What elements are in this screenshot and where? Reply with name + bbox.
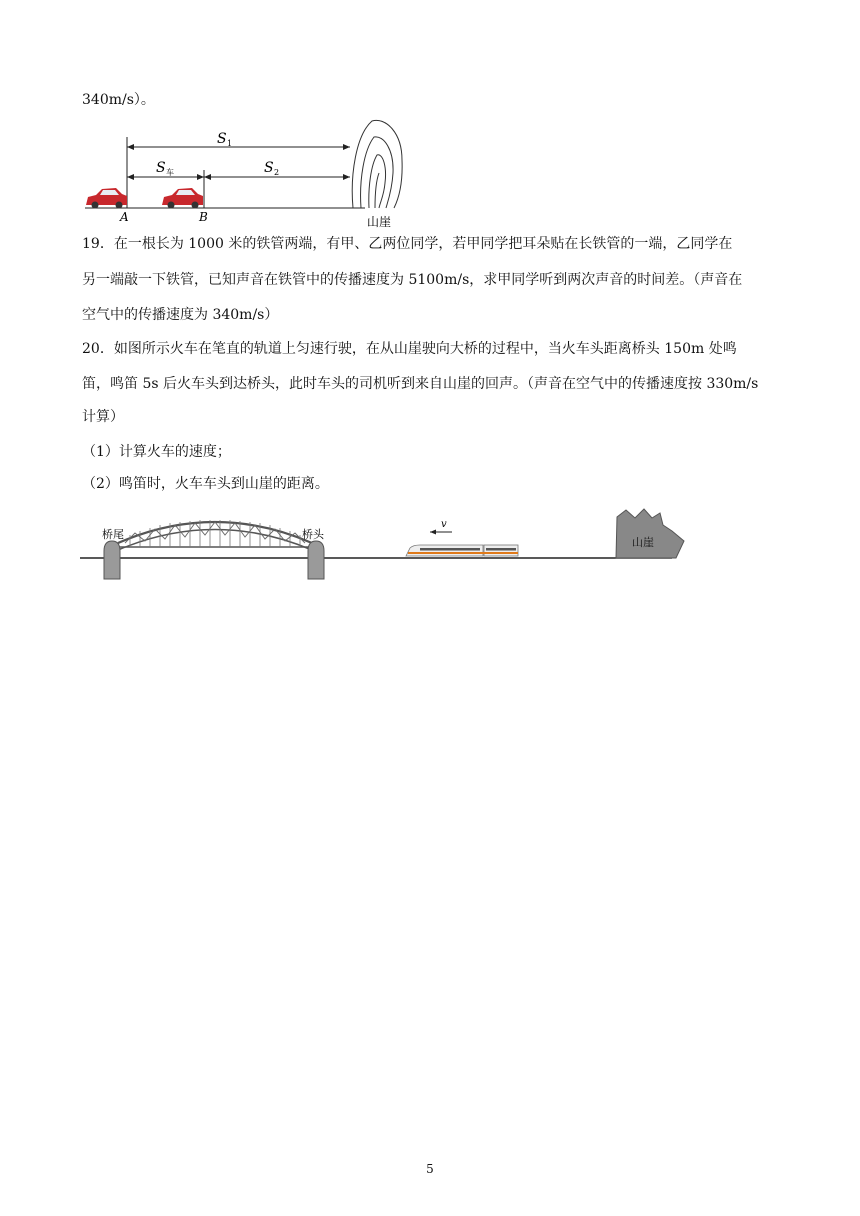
- scar-label: S: [156, 160, 166, 176]
- s2-label: S: [264, 160, 274, 176]
- s1-subscript: 1: [227, 139, 233, 148]
- s1-label: S: [217, 131, 227, 147]
- bridge-icon: [104, 520, 324, 579]
- point-a-label: A: [120, 210, 129, 224]
- cliff-icon: [352, 120, 402, 208]
- bridge-tail-label: 桥尾: [102, 528, 124, 541]
- cliff-label: 山崖: [632, 536, 654, 549]
- car-icon: [86, 188, 127, 209]
- scar-subscript: 车: [166, 168, 174, 177]
- question-20-line: 20．如图所示火车在笔直的轨道上匀速行驶，在从山崖驶向大桥的过程中，当火车头距离桥头 150m 处鸣: [82, 341, 737, 357]
- question-20-subitem: （1）计算火车的速度；: [82, 444, 231, 460]
- text-line: 340m/s）。: [82, 92, 155, 108]
- velocity-label: v: [441, 519, 447, 530]
- car-icon: [162, 188, 203, 209]
- point-b-label: B: [199, 210, 208, 224]
- car-cliff-diagram: [80, 115, 420, 230]
- question-20-subitem: （2）鸣笛时，火车车头到山崖的距离。: [82, 476, 329, 492]
- s2-subscript: 2: [274, 168, 280, 177]
- question-19-line: 另一端敲一下铁管，已知声音在铁管中的传播速度为 5100m/s，求甲同学听到两次声音的时间差。（声音在: [82, 272, 743, 288]
- question-19-line: 19．在一根长为 1000 米的铁管两端，有甲、乙两位同学，若甲同学把耳朵贴在长铁管的一端，乙同学在: [82, 236, 733, 252]
- bridge-head-label: 桥头: [302, 528, 324, 541]
- question-19-line: 空气中的传播速度为 340m/s）: [82, 307, 279, 323]
- question-20-line: 笛，鸣笛 5s 后火车头到达桥头，此时车头的司机听到来自山崖的回声。（声音在空气中的传播速度按 330m/s: [82, 376, 759, 392]
- page-number: 5: [426, 1162, 434, 1176]
- bridge-train-diagram: [80, 505, 690, 585]
- train-icon: [406, 545, 518, 556]
- cliff-icon: [616, 509, 684, 558]
- cliff-label: 山崖: [367, 215, 392, 229]
- question-20-line: 计算）: [82, 409, 124, 425]
